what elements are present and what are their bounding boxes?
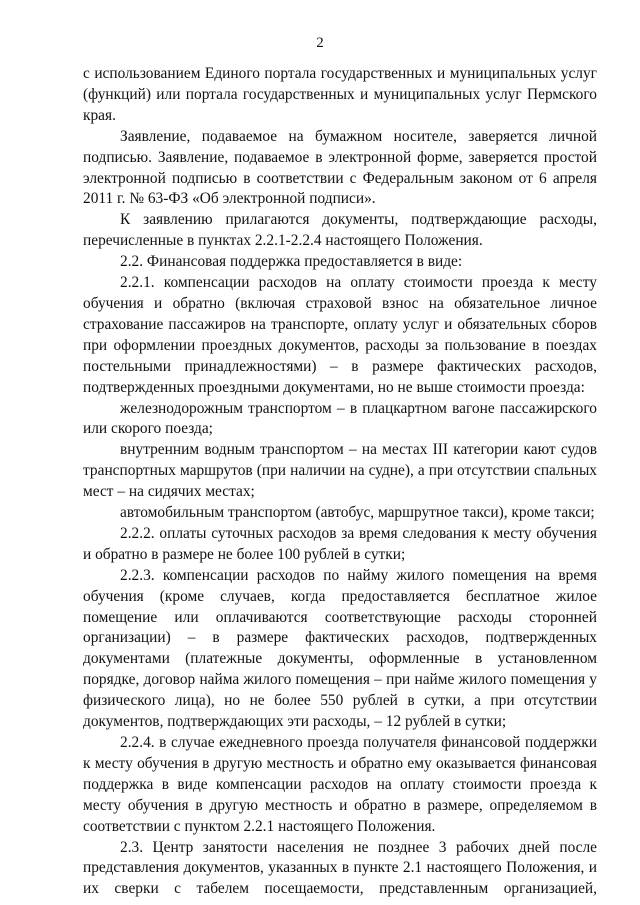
paragraph-2-3: 2.3. Центр занятости населения не позднее 3 рабочих дней после представления документов, указанных в пункте 2.1 настоящего Положения, и их сверки с табелем посещаемости, представленным организацией, (83, 838, 597, 898)
page-number: 2 (316, 35, 324, 51)
paragraph-portal-continuation: с использованием Единого портала государственных и муниципальных услуг (функций) или портала государственных и муниципальных услуг Пермского края. (83, 65, 597, 124)
paragraph-road-transport: автомобильным транспортом (автобус, маршрутное такси), кроме такси; (120, 504, 595, 522)
paragraph-2-2-4: 2.2.4. в случае ежедневного проезда получателя финансовой поддержки к месту обучения в другую местность и обратно ему оказывается финансовая поддержка в виде компенсации расходов на оплату стоимости проезда к месту обучения в другую местность и обратно в размере, определяемом в соответствии с пунктом 2.2.1 настоящего Положения. (83, 734, 597, 835)
paragraph-2-2-1: 2.2.1. компенсации расходов на оплату стоимости проезда к месту обучения и обратно (включая страховой взнос на обязательное личное страхование пассажиров на транспорте, оплату услуг и обязательных сборов при оформлении проездных документов, расходы за пользование в поездах постельными принадлежностями) – в размере фактических расходов, подтвержденных проездными документами, но не выше стоимости проезда: (83, 274, 597, 396)
paragraph-2-2-3: 2.2.3. компенсации расходов по найму жилого помещения на время обучения (кроме случаев, когда предоставляется бесплатное жилое помещение или оплачиваются соответствующие расходы сторонней организации) – в размере фактических расходов, подтвержденных документами (платежные документы, оформленные в установленном порядке, договор найма жилого помещения – при найме жилого помещения у физического лица), но не более 550 рублей в сутки, а при отсутствии документов, подтверждающих эти расходы, – 12 рублей в сутки; (83, 566, 597, 731)
paragraph-attached-documents: К заявлению прилагаются документы, подтверждающие расходы, перечисленные в пунктах 2.2.1-2.2.4 настоящего Положения. (83, 211, 597, 250)
paragraph-water-transport: внутренним водным транспортом – на местах III категории кают судов транспортных маршрутов (при наличии на судне), а при отсутствии спальных мест – на сидячих местах; (83, 441, 597, 501)
paragraph-rail-transport: железнодорожным транспортом – в плацкартном вагоне пассажирского или скорого поезда; (83, 399, 597, 438)
paragraph-2-2: 2.2. Финансовая поддержка предоставляется в виде: (120, 253, 463, 271)
document-body (83, 64, 597, 900)
paragraph-signature: Заявление, подаваемое на бумажном носителе, заверяется личной подписью. Заявление, подаваемое в электронной форме, заверяется простой электронной подписью в соответствии с Федеральным законом от 6 апреля 2011 г. № 63-ФЗ «Об электронной подписи». (83, 127, 597, 208)
paragraph-2-2-2: 2.2.2. оплаты суточных расходов за время следования к месту обучения и обратно в размере не более 100 рублей в сутки; (83, 524, 597, 563)
